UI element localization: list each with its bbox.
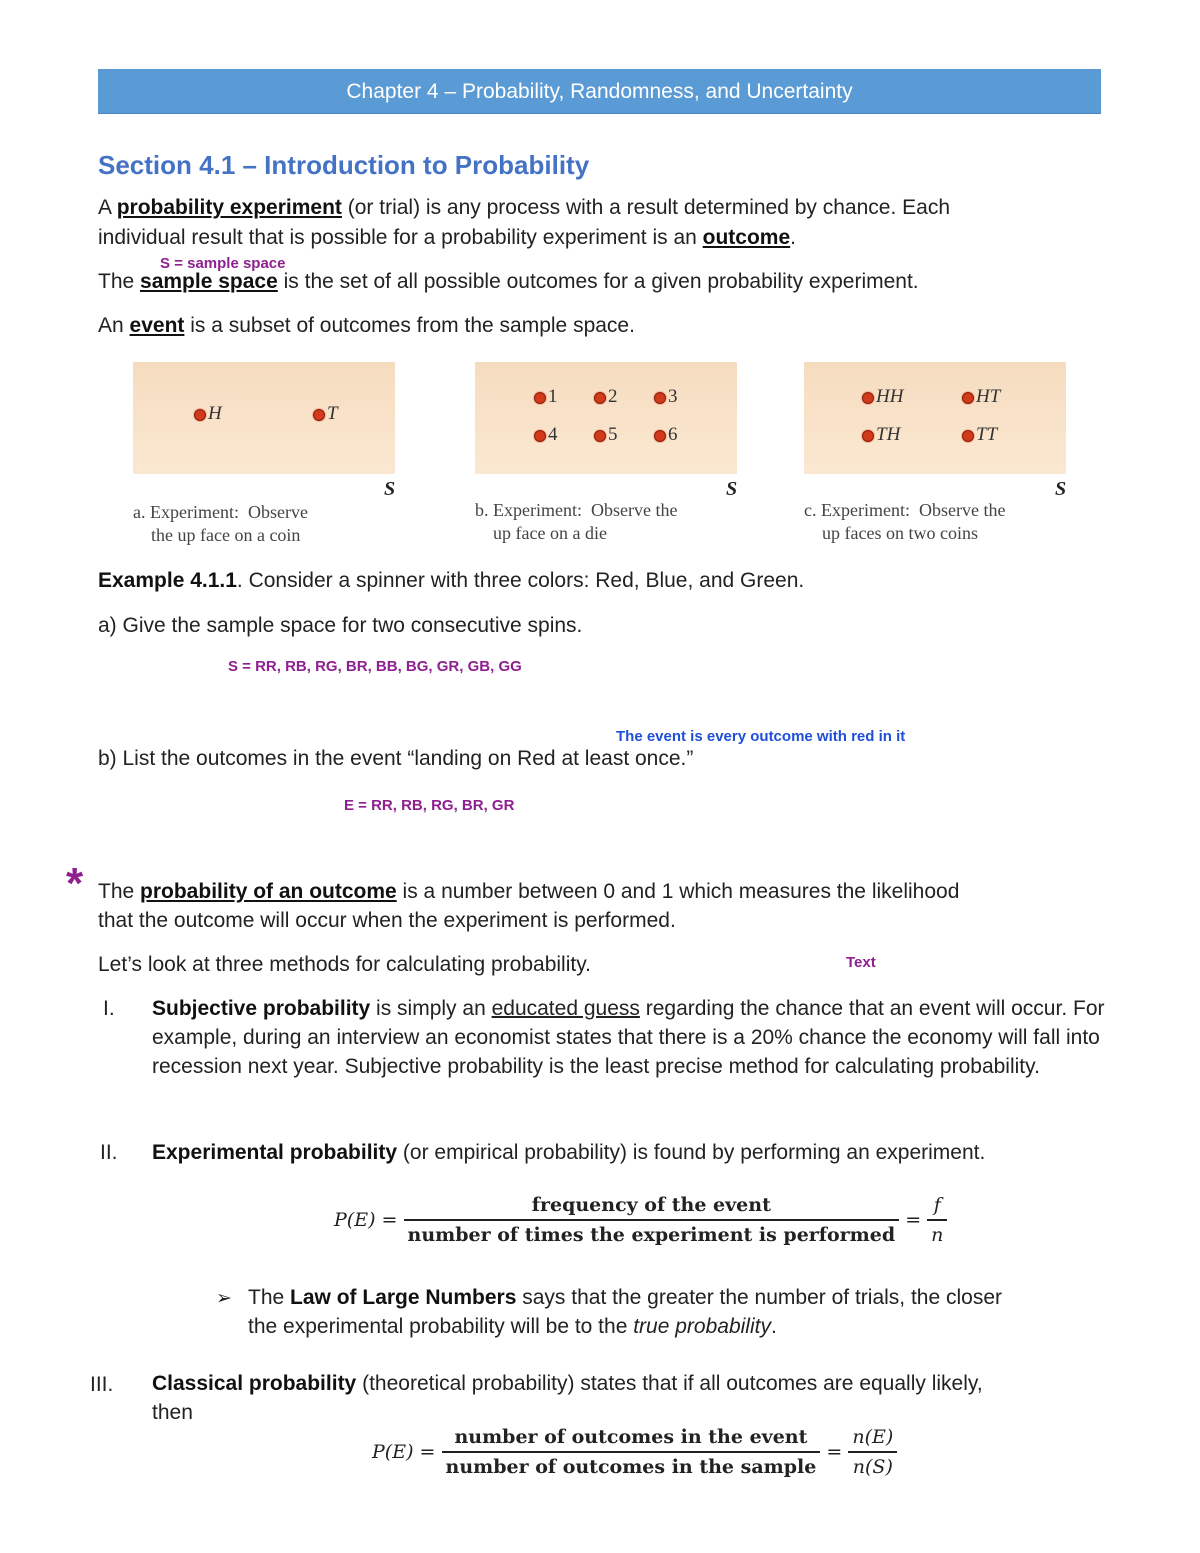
outcome-label: 1 <box>548 386 558 407</box>
true-probability: true probability <box>633 1315 771 1338</box>
outcome-label: TT <box>976 424 998 445</box>
sample-space-panel <box>133 362 395 474</box>
outcome-dot <box>594 430 606 442</box>
method1-post: regarding the chance that an event will occur. For example, during an interview an economist states that there is a 20% chance the economy will fall into recession next year. Subjective probability is the least precise method for calculating probability. <box>152 997 1105 1078</box>
law-large-numbers <box>248 1286 1002 1310</box>
sample-space-symbol: S <box>1055 478 1067 500</box>
law-pre: The <box>248 1286 291 1309</box>
formula2-nS: n(S) <box>852 1456 893 1478</box>
outcome-label: 4 <box>548 424 558 445</box>
term-experimental: Experimental probability <box>152 1141 398 1164</box>
definition-event <box>98 314 635 338</box>
section-title: Section 4.1 – Introduction to Probability <box>98 150 590 180</box>
outcome-dot <box>654 430 666 442</box>
formula1-eq: = <box>905 1209 922 1231</box>
outcome-dot <box>862 430 874 442</box>
outcome-dot <box>534 392 546 404</box>
outcome-label: 6 <box>668 424 678 445</box>
definition-probability-experiment <box>98 196 950 220</box>
figure-caption: b. Experiment: Observe the up face on a die <box>475 500 678 543</box>
definition-probability-outcome <box>98 880 959 904</box>
arrow-bullet-icon: ➢ <box>216 1288 232 1309</box>
star-mark: * <box>66 859 84 908</box>
outcome-dot <box>534 430 546 442</box>
numeral-1: I. <box>103 997 115 1020</box>
outcome-label: TH <box>876 424 901 445</box>
method-classical <box>152 1372 983 1396</box>
numeral-3: III. <box>90 1373 114 1396</box>
numeral-2: II. <box>100 1141 118 1164</box>
prob-line2: that the outcome will occur when the experiment is performed. <box>98 909 676 932</box>
outcome-dot <box>194 409 206 421</box>
sample-space-panel <box>475 362 737 474</box>
formula2-eq: = <box>826 1441 843 1463</box>
def1-line2-post: . <box>790 226 797 249</box>
def1-pre: A <box>98 196 117 219</box>
figure-caption: a. Experiment: Observe the up face on a coin <box>133 502 308 545</box>
example-label: Example 4.1.1 <box>98 569 237 592</box>
term-sample-space: sample space <box>140 270 278 293</box>
def1-line2-pre: individual result that is possible for a probability experiment is an <box>98 226 703 249</box>
formula2-fraction <box>442 1426 821 1478</box>
term-law: Law of Large Numbers <box>290 1286 517 1309</box>
formula1-numerator: frequency of the event <box>404 1194 900 1221</box>
outcome-label: H <box>208 403 222 424</box>
note-sample-space: S = sample space <box>160 255 286 272</box>
formula2-ratio <box>848 1426 897 1478</box>
formula-classical <box>372 1426 897 1478</box>
outcome-dot <box>594 392 606 404</box>
example-part-b: b) List the outcomes in the event “landing on Red at least once.” <box>98 747 694 770</box>
term-outcome: outcome <box>702 226 791 249</box>
law-line2-post: . <box>770 1315 777 1338</box>
prob-post: is a number between 0 and 1 which measures the likelihood <box>396 880 960 903</box>
outcome-dot <box>962 392 974 404</box>
note-event: The event is every outcome with red in it <box>616 728 906 745</box>
def3-pre: An <box>98 314 130 337</box>
prob-pre: The <box>98 880 141 903</box>
formula2-nE: n(E) <box>848 1426 897 1453</box>
term-classical: Classical probability <box>152 1372 357 1395</box>
sample-space-symbol: S <box>384 478 396 500</box>
outcome-dot <box>962 430 974 442</box>
term-probability-experiment: probability experiment <box>116 196 342 219</box>
definition-outcome <box>98 226 796 250</box>
outcome-label: 3 <box>668 386 678 407</box>
outcome-label: 2 <box>608 386 618 407</box>
formula1-fraction <box>404 1194 900 1246</box>
method3-post: (theoretical probability) states that if all outcomes are equally likely, <box>356 1372 983 1395</box>
law-mid: says that the greater the number of trials, the closer <box>516 1286 1002 1309</box>
def3-post: is a subset of outcomes from the sample space. <box>184 314 635 337</box>
example-part-a: a) Give the sample space for two consecutive spins. <box>98 614 583 637</box>
figure-die <box>475 362 745 547</box>
outcome-label: HT <box>976 386 1001 407</box>
answer-b: E = RR, RB, RG, BR, GR <box>344 797 515 814</box>
outcome-label: HH <box>876 386 904 407</box>
example-statement <box>98 569 804 593</box>
figure-caption: c. Experiment: Observe the up faces on two coins <box>804 500 1006 543</box>
figure-coin <box>133 362 403 547</box>
sample-space-panel <box>804 362 1066 474</box>
term-probability-outcome: probability of an outcome <box>140 880 397 903</box>
formula1-n: n <box>931 1224 944 1246</box>
chapter-header: Chapter 4 – Probability, Randomness, and Uncertainty <box>98 69 1101 114</box>
definition-sample-space <box>98 270 919 294</box>
def2-post: is the set of all possible outcomes for a given probability experiment. <box>277 270 919 293</box>
term-event: event <box>129 314 185 337</box>
example-text: . Consider a spinner with three colors: Red, Blue, and Green. <box>236 569 805 592</box>
formula2-lhs: P(E) = <box>372 1441 436 1463</box>
outcome-label: 5 <box>608 424 618 445</box>
law-line2 <box>248 1315 777 1339</box>
law-line2-pre: the experimental probability will be to the <box>248 1315 634 1338</box>
method-experimental <box>152 1138 1112 1167</box>
outcome-dot <box>654 392 666 404</box>
method3-line2: then <box>152 1401 193 1424</box>
answer-a: S = RR, RB, RG, BR, BB, BG, GR, GB, GG <box>228 658 522 675</box>
methods-intro: Let’s look at three methods for calculating probability. <box>98 953 591 976</box>
method2-post: (or empirical probability) is found by performing an experiment. <box>397 1141 986 1164</box>
def1-mid: (or trial) is any process with a result determined by chance. Each <box>341 196 951 219</box>
figure-two-coins <box>804 362 1074 547</box>
sample-space-symbol: S <box>726 478 738 500</box>
formula2-denominator: number of outcomes in the sample <box>445 1456 817 1478</box>
formula2-numerator: number of outcomes in the event <box>442 1426 821 1453</box>
method-subjective <box>152 994 1112 1081</box>
outcome-dot <box>862 392 874 404</box>
term-subjective: Subjective probability <box>152 997 371 1020</box>
outcome-label: T <box>327 403 338 424</box>
def2-pre: The <box>98 270 141 293</box>
formula1-f: f <box>927 1194 947 1221</box>
formula1-lhs: P(E) = <box>334 1209 398 1231</box>
note-text: Text <box>846 954 876 971</box>
educated-guess: educated guess <box>491 997 640 1020</box>
method1-pre: is simply an <box>370 997 492 1020</box>
outcome-dot <box>313 409 325 421</box>
formula1-denominator: number of times the experiment is performed <box>407 1224 896 1246</box>
formula1-ratio <box>927 1194 947 1246</box>
formula-experimental <box>334 1194 947 1246</box>
